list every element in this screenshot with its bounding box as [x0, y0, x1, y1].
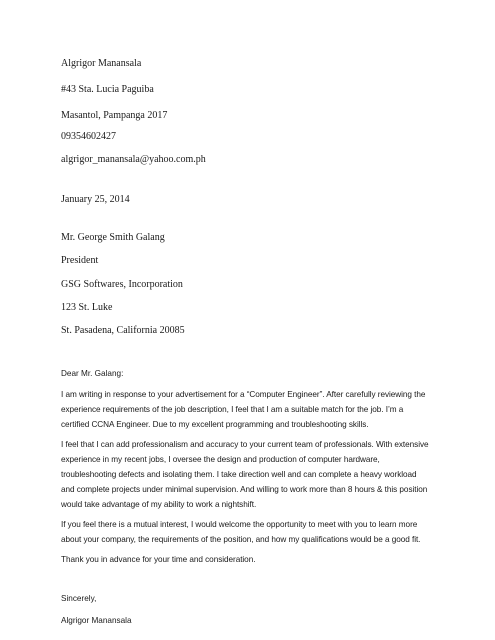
signature-name: Algrigor Manansala: [61, 616, 132, 625]
paragraph-line: about your company, the requirements of the position, and how my qualifications would be a good fit.: [61, 535, 421, 544]
paragraph-line: If you feel there is a mutual interest, I would welcome the opportunity to meet with you to learn more: [61, 520, 418, 529]
sender-address-line1: #43 Sta. Lucia Paguiba: [61, 84, 154, 95]
salutation: Dear Mr. Galang:: [61, 369, 124, 378]
paragraph-line: experience in my recent jobs, I oversee the design and production of computer hardware,: [61, 455, 380, 464]
recipient-title: President: [61, 255, 99, 266]
sender-address-line2: Masantol, Pampanga 2017: [61, 110, 168, 121]
paragraph-line: I am writing in response to your advertisement for a “Computer Engineer”. After carefully reviewing the: [61, 390, 426, 399]
body-paragraph-3: [61, 517, 439, 547]
body-paragraph-2: [61, 437, 439, 512]
paragraph-line: and complete projects under minimal supervision. And willing to work more than 8 hours & this position: [61, 485, 428, 494]
paragraph-line: experience requirements of the job description, I feel that I am a suitable match for the job. I’m a: [61, 405, 404, 414]
recipient-company: GSG Softwares, Incorporation: [61, 279, 183, 290]
recipient-street: 123 St. Luke: [61, 302, 113, 313]
recipient-name: Mr. George Smith Galang: [61, 232, 165, 243]
body-paragraph-1: [61, 387, 439, 432]
paragraph-line: would take advantage of my ability to work a nightshift.: [61, 500, 257, 509]
body-paragraph-4: [61, 552, 439, 567]
paragraph-line: troubleshooting defects and isolating them. I take direction well and can complete a heavy workload: [61, 470, 417, 479]
recipient-city: St. Pasadena, California 20085: [61, 325, 185, 336]
letter-date: January 25, 2014: [61, 194, 130, 205]
closing: Sincerely,: [61, 594, 97, 603]
paragraph-line: I feel that I can add professionalism and accuracy to your current team of professionals. With extensive: [61, 440, 429, 449]
paragraph-line: certified CCNA Engineer. Due to my excellent programming and troubleshooting skills.: [61, 420, 369, 429]
sender-email: algrigor_manansala@yahoo.com.ph: [61, 154, 206, 165]
paragraph-line: Thank you in advance for your time and consideration.: [61, 555, 256, 564]
sender-phone: 09354602427: [61, 131, 116, 142]
sender-name: Algrigor Manansala: [61, 58, 142, 69]
